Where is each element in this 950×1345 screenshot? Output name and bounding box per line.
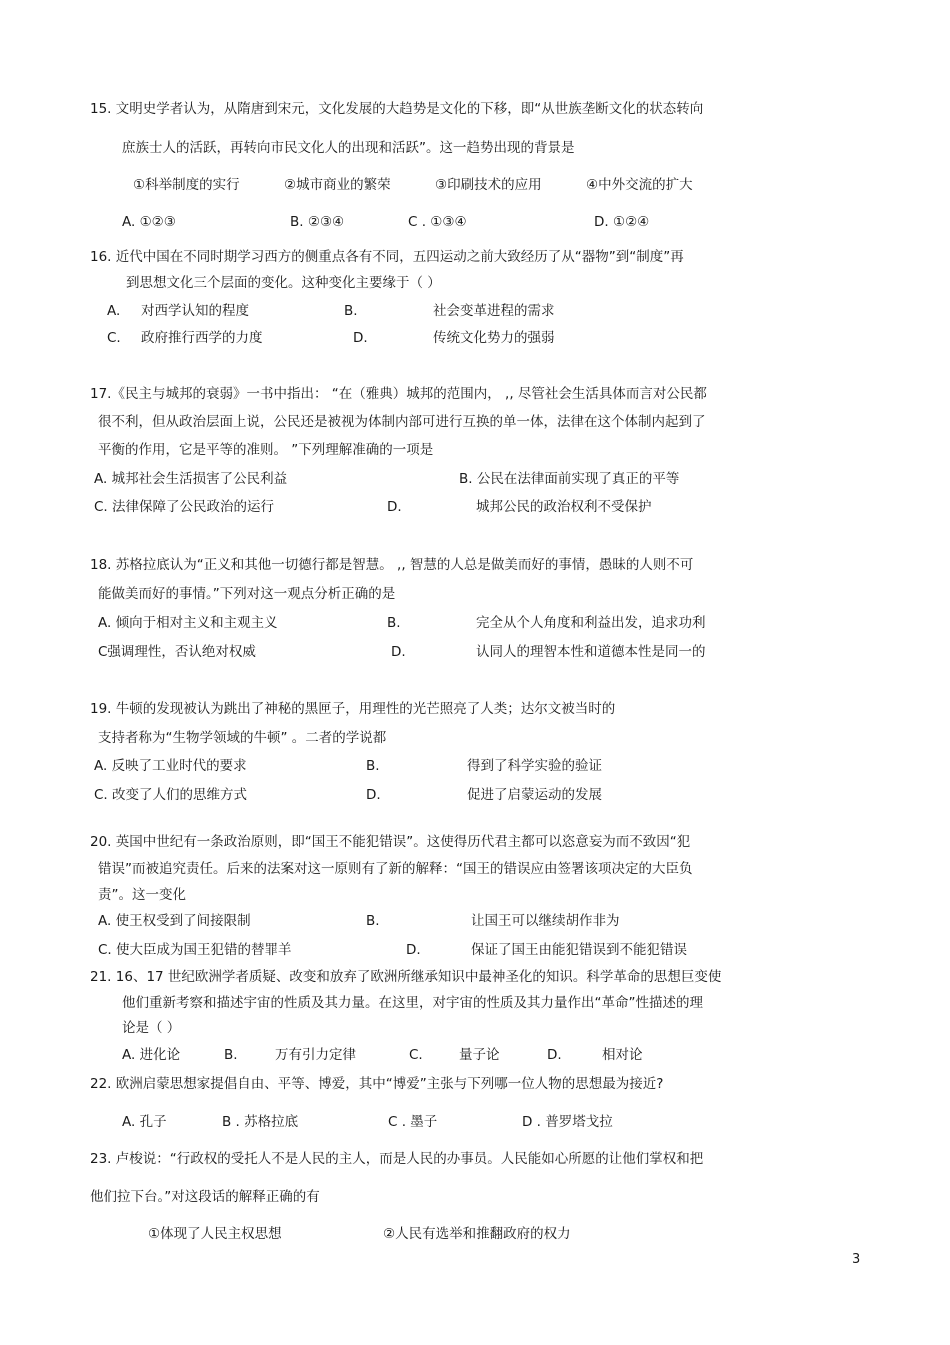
q15-item-2: ②城市商业的繁荣 bbox=[284, 177, 391, 193]
q16-option-a: 对西学认知的程度 bbox=[141, 303, 249, 319]
q21-option-b: 万有引力定律 bbox=[275, 1047, 356, 1063]
q16-option-c-label: C. bbox=[107, 330, 121, 346]
q15-stem-line1: 15. 文明史学者认为，从隋唐到宋元，文化发展的大趋势是文化的下移，即“从世族垄断文化的状态转向 bbox=[90, 101, 704, 117]
q16-stem-line2: 到思想文化三个层面的变化。这种变化主要缘于（ ） bbox=[126, 275, 441, 291]
q18-stem-line2: 能做美而好的事情。”下列对这一观点分析正确的是 bbox=[98, 586, 396, 602]
q19-option-a: A. 反映了工业时代的要求 bbox=[94, 758, 247, 774]
q23-stem-line2: 他们拉下台。”对这段话的解释正确的有 bbox=[90, 1189, 320, 1205]
q21-stem-line3: 论是（ ） bbox=[122, 1020, 181, 1036]
page-number: 3 bbox=[852, 1252, 861, 1267]
q16-option-a-label: A. bbox=[107, 303, 121, 319]
q15-item-3: ③印刷技术的应用 bbox=[435, 177, 542, 193]
q20-stem-line3: 责”。这一变化 bbox=[98, 887, 186, 903]
q15-option-d: D. ①②④ bbox=[594, 214, 650, 230]
q15-option-a: A. ①②③ bbox=[122, 214, 176, 230]
q19-option-d-label: D. bbox=[366, 787, 381, 803]
q18-option-d: 认同人的理智本性和道德本性是同一的 bbox=[476, 644, 706, 660]
q23-stem-line1: 23. 卢梭说：“行政权的受托人不是人民的主人，而是人民的办事员。人民能如心所愿的让他们掌权和把 bbox=[90, 1151, 704, 1167]
q20-option-c: C. 使大臣成为国王犯错的替罪羊 bbox=[98, 942, 292, 958]
q15-item-4: ④中外交流的扩大 bbox=[586, 177, 693, 193]
q22-option-d: D . 普罗塔戈拉 bbox=[522, 1114, 613, 1130]
q21-option-d: 相对论 bbox=[602, 1047, 643, 1063]
q17-option-a: A. 城邦社会生活损害了公民利益 bbox=[94, 471, 288, 487]
q21-option-a: A. 进化论 bbox=[122, 1047, 181, 1063]
q20-option-d: 保证了国王由能犯错误到不能犯错误 bbox=[471, 942, 687, 958]
q21-option-d-label: D. bbox=[547, 1047, 562, 1063]
q20-option-a: A. 使王权受到了间接限制 bbox=[98, 913, 251, 929]
q18-option-b-label: B. bbox=[387, 615, 401, 631]
q20-option-d-label: D. bbox=[406, 942, 421, 958]
q20-stem-line1: 20. 英国中世纪有一条政治原则，即“国王不能犯错误”。这使得历代君主都可以恣意妄为而不致因“犯 bbox=[90, 834, 691, 850]
q16-option-d: 传统文化势力的强弱 bbox=[433, 330, 555, 346]
q17-option-b: B. 公民在法律面前实现了真正的平等 bbox=[459, 471, 680, 487]
q15-option-b: B. ②③④ bbox=[290, 214, 345, 230]
q21-option-b-label: B. bbox=[224, 1047, 238, 1063]
q22-stem-line1: 22. 欧洲启蒙思想家提倡自由、平等、博爱，其中“博爱”主张与下列哪一位人物的思想最为接近? bbox=[90, 1076, 664, 1092]
q22-option-b: B . 苏格拉底 bbox=[222, 1114, 299, 1130]
q21-option-c: 量子论 bbox=[459, 1047, 500, 1063]
q19-option-b: 得到了科学实验的验证 bbox=[467, 758, 602, 774]
q16-option-b-label: B. bbox=[344, 303, 358, 319]
q17-stem-line3: 平衡的作用，它是平等的准则。 ”下列理解准确的一项是 bbox=[98, 442, 434, 458]
q19-option-c: C. 改变了人们的思维方式 bbox=[94, 787, 248, 803]
q20-option-b: 让国王可以继续胡作非为 bbox=[471, 913, 620, 929]
q20-option-b-label: B. bbox=[366, 913, 380, 929]
q19-option-b-label: B. bbox=[366, 758, 380, 774]
q21-stem-line1: 21. 16、17 世纪欧洲学者质疑、改变和放弃了欧洲所继承知识中最神圣化的知识。科学革命的思想巨变使 bbox=[90, 969, 722, 985]
q18-option-d-label: D. bbox=[391, 644, 406, 660]
q18-option-b: 完全从个人角度和利益出发，追求功利 bbox=[476, 615, 706, 631]
q19-option-d: 促进了启蒙运动的发展 bbox=[467, 787, 602, 803]
q21-option-c-label: C. bbox=[409, 1047, 423, 1063]
q19-stem-line2: 支持者称为“生物学领域的牛顿” 。二者的学说都 bbox=[98, 730, 387, 746]
q18-option-a: A. 倾向于相对主义和主观主义 bbox=[98, 615, 278, 631]
q16-option-c: 政府推行西学的力度 bbox=[141, 330, 263, 346]
q15-item-1: ①科举制度的实行 bbox=[133, 177, 240, 193]
q17-stem-line2: 很不利，但从政治层面上说，公民还是被视为体制内部可进行互换的单一体，法律在这个体制内起到了 bbox=[98, 414, 706, 430]
q23-item-2: ②人民有选举和推翻政府的权力 bbox=[383, 1226, 571, 1242]
q16-option-b: 社会变革进程的需求 bbox=[433, 303, 555, 319]
q19-stem-line1: 19. 牛顿的发现被认为跳出了神秘的黑匣子，用理性的光芒照亮了人类；达尔文被当时的 bbox=[90, 701, 616, 717]
q22-option-c: C . 墨子 bbox=[388, 1114, 438, 1130]
q21-stem-line2: 他们重新考察和描述宇宙的性质及其力量。在这里，对宇宙的性质及其力量作出“革命”性描述的理 bbox=[122, 995, 703, 1011]
q23-item-1: ①体现了人民主权思想 bbox=[148, 1226, 282, 1242]
q16-option-d-label: D. bbox=[353, 330, 368, 346]
q17-option-d: 城邦公民的政治权利不受保护 bbox=[476, 499, 652, 515]
q17-option-d-label: D. bbox=[387, 499, 402, 515]
q16-stem-line1: 16. 近代中国在不同时期学习西方的侧重点各有不同，五四运动之前大致经历了从“器物”到“制度”再 bbox=[90, 249, 684, 265]
q18-stem-line1: 18. 苏格拉底认为“正义和其他一切德行都是智慧。 ,, 智慧的人总是做美而好的事情，愚昧的人则不可 bbox=[90, 557, 694, 573]
q17-option-c: C. 法律保障了公民政治的运行 bbox=[94, 499, 275, 515]
q20-stem-line2: 错误”而被追究责任。后来的法案对这一原则有了新的解释：“国王的错误应由签署该项决定的大臣负 bbox=[98, 861, 693, 877]
q15-option-c: C . ①③④ bbox=[408, 214, 467, 230]
q18-option-c: C强调理性，否认绝对权威 bbox=[98, 644, 256, 660]
q22-option-a: A. 孔子 bbox=[122, 1114, 167, 1130]
q15-stem-line2: 庶族士人的活跃，再转向市民文化人的出现和活跃”。这一趋势出现的背景是 bbox=[122, 140, 575, 156]
q17-stem-line1: 17.《民主与城邦的衰弱》一书中指出： “在（雅典）城邦的范围内， ,, 尽管社会生活具体而言对公民都 bbox=[90, 386, 707, 402]
